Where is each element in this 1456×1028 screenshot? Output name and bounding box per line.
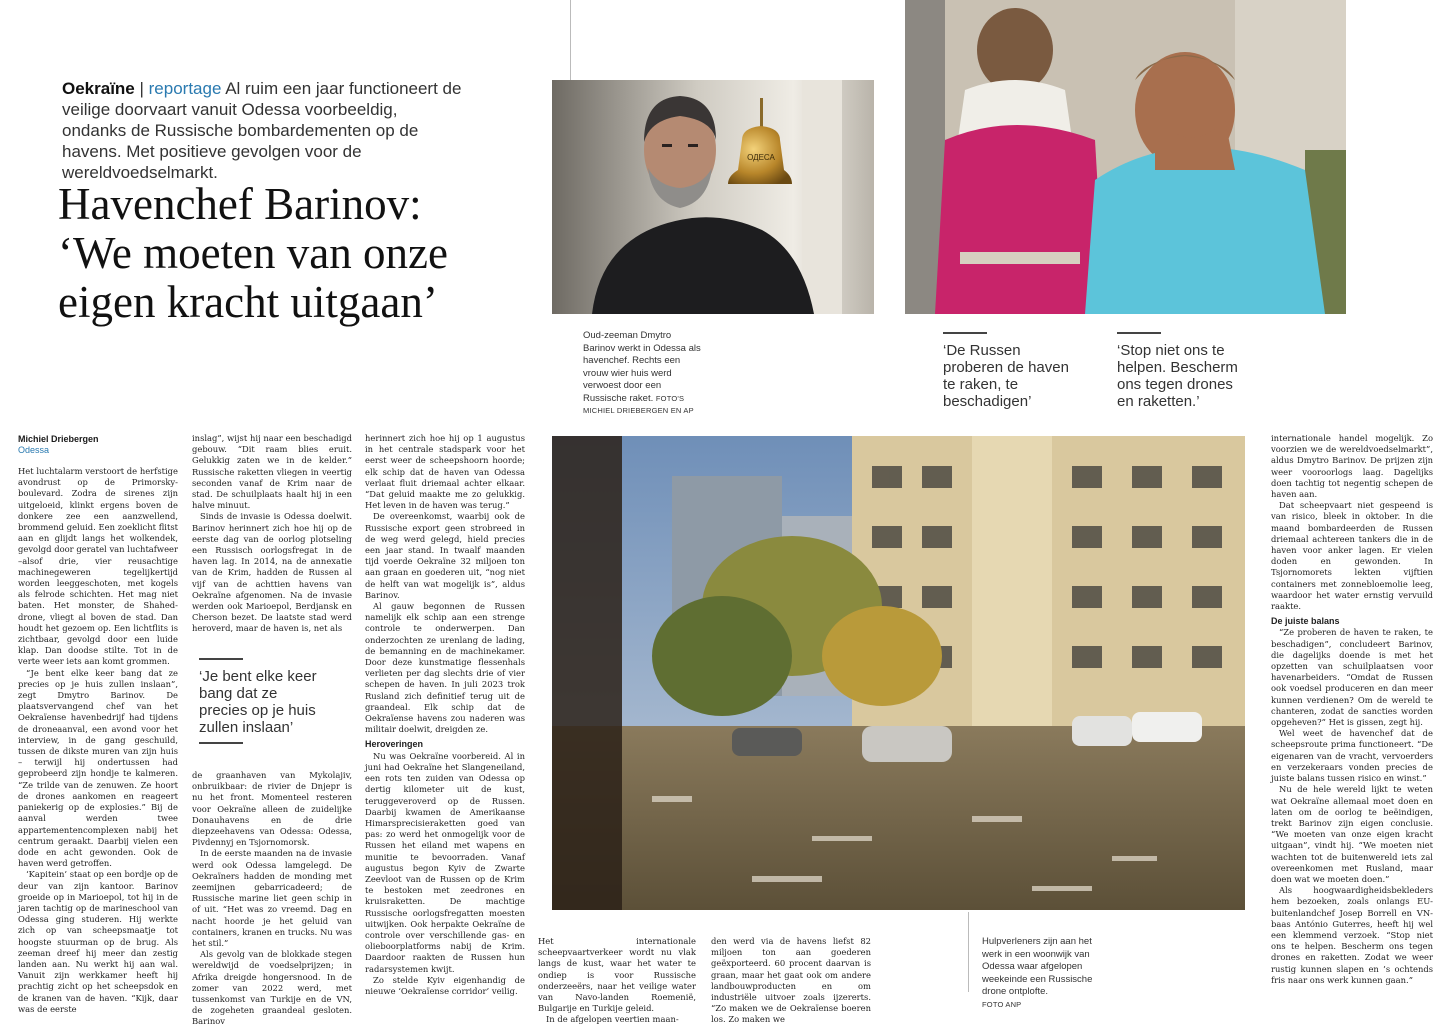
column-divider-top [570,0,571,80]
paragraph: Nu de hele wereld lijkt te weten wat Oekraïne allemaal moet doen en laten om de oorlog te beëindigen, trekt Barinov zijn eigen conclusie. “We moeten van onze eigen kracht uitgaan”, vindt hij. “We moeten niet wachten tot de buitenwereld iets zal overeenkomen met Rusland, maar doen wat we moeten doen.” [1271,784,1433,884]
caption-text: Hulpverleners zijn aan het werk in een woonwijk van Odessa waar afgelopen weekeinde een Russische drone ontplofte. [982,936,1093,997]
lead-text: Al ruim een jaar functioneert de veilige doorvaart vanuit Odessa voorbeeldig, ondanks de Russische bombardementen op de havens. Met positieve gevolgen voor de wereldvoedselmarkt. [62,79,462,182]
paragraph: De overeenkomst, waarbij ook de Russische export geen strobreed in de weg werd gelegd, hield precies een jaar stand. In twaalf maanden tijd voerde Oekraïne 32 miljoen ton aan graan en goederen uit, “nog niet de helft van wat mogelijk is”, aldus Barinov. [365,511,525,600]
section-separator: | [134,79,149,98]
article-column-5 [711,936,871,1025]
paragraph: Zo stelde Kyiv eigenhandig de nieuwe ‘Oekraïense corridor’ veilig. [365,974,525,996]
paragraph: Al gauw begonnen de Russen namelijk elk schip aan een strenge controle te onderwerpen. Dan onderzochten ze urenlang de lading, de bemanning en de machinekamer. Door deze kunstmatige flessenhals verlieten per dag slechts drie of vier schepen de haven. In juli 2023 trok Rusland zich definitief terug uit de graandeal. Elk schip dat de Oekraïense havens zou naderen was militair doelwit, dreigden ze. [365,601,525,735]
paragraph: Nu was Oekraïne voorbereid. Al in juni had Oekraïne het Slangeneiland, een rots ten zuiden van Odessa op dertig kilometer uit de kust, teruggeveroverd op de Russen. Daarbij kwamen de Amerikaanse Himarsprecisieraketten goed van pas: zo werd het onmogelijk voor de Russen het eiland met wapens en munitie te bevoorraden. Vanaf augustus begon Kyiv de Zwarte Zeevloot van de Russen op de Krim te bestoken met zeedrones en kruisraketten. De machtige Russische oorlogsfregatten moesten uitwijken. Ook herpakte Oekraïne de controle over verschillende gas- en olieboorplatforms nabij de Krim. Daardoor raakten de Russen hun radarsystemen kwijt. [365,750,525,974]
dateline: Odessa [18,445,50,455]
paragraph: de graanhaven van Mykolajiv, onbruikbaar: de rivier de Dnjepr is nu het front. Momenteel resteren voor Oekraïne alleen de zuidelijke Donauhavens en de drie diepzeehavens van Odessa: Odessa, Pivdennyj en Tsjornomorsk. [192,770,352,848]
paragraph: Het internationale scheepvaartverkeer wordt nu vlak langs de kust, waar het water te ondiep is voor Russische onderzeeërs, naar het veilige water van Navo-landen Roemenië, Bulgarije en Turkije geleid. [538,936,696,1014]
pullquote-rule [199,742,243,744]
paragraph: “Je bent elke keer bang dat ze precies op je huis zullen inslaan”, zegt Dmytro Barinov. De plaatsvervangend chef van het Oekraïense havenbedrijf had tijdens de droneaanval, een avond voor het interview, in de gang geschuild, tussen de dikste muren van zijn huis – terwijl hij ondertussen had geprobeerd zijn hondje te kalmeren. “Ze trilde van de zenuwen. Ze hoort de drones aankomen en reageert paniekerig op de explosies.” Bij de aanval werden twee appartementencomplexen nabij het centrum geraakt. Daarbij vielen een dode en acht gewonden. Ook de haven werd getroffen. [18,667,178,869]
pullquote-russians [943,332,1073,410]
article-column-3 [365,433,525,1020]
genre-tag: reportage [148,79,222,98]
article-column-6 [1271,433,1433,1020]
paragraph: Als gevolg van de blokkade stegen wereldwijd de voedselprijzen; in Afrika dreigde hongersnood. In de zomer van 2022 werd, met tussenkomst van Turkije en de VN, de zogeheten graandeal gesloten. Barinov [192,949,352,1027]
pullquote-help [1117,332,1247,410]
pullquote-text: ‘Je bent elke keer bang dat ze precies op je huis zullen inslaan’ [199,668,317,736]
article-column-2b [192,770,352,1027]
paragraph: Het luchtalarm verstoort de herfstige avondrust op de Primorsky-boulevard. Zodra de sirenes zijn uitgeloeid, klinkt ergens boven de donkere zee een aanzwellend, brommend geluid. Een zoeklicht flitst aan en glijdt langs het wolkendek, gevolgd door geratel van luchtafweer –alsof drie, vier reusachtige machinegeweren tegelijkertijd worden leeggeschoten, met kogels als felrode schichten. Het mag niet baten. Het monster, de Shahed-drone, vliegt al boven de stad. Dan houdt het gezoem op. Een lichtflits is zichtbaar, gevolgd door een luide klap. Dan doodse stilte. Tot in de verte weer iets aan komt grommen. [18,466,178,667]
headline-line-2: ‘We moeten van onze [58,228,448,278]
pullquote-rule [199,658,243,660]
byline [18,434,178,456]
article-column-1 [18,466,178,1018]
paragraph: Wel weet de havenchef dat de scheepsroute prima functioneert. “De eigenaren van de vracht, vervoerders en verzekeraars vonden precies de juiste balans tussen risico en winst.” [1271,728,1433,784]
pullquote-text: ‘De Russen proberen de haven te raken, te beschadigen’ [943,342,1069,410]
pullquote-text: ‘Stop niet ons te helpen. Bescherm ons tegen drones en raketten.’ [1117,342,1238,410]
paragraph: ‘Kapitein’ staat op een bordje op de deur van zijn kantoor. Barinov groeide op in Marioepol, tot hij in de jaren tachtig op de marineschool van Odessa ging studeren. Hij werkte zich op van scheepsmaatje tot hoogste stuurman op de brug. Als zeeman dreef hij meer dan zestig landen aan. Nu werkt hij aan wal. Vanuit zijn werkkamer heeft hij prachtig zicht op het scheepsdok en de kranen van de haven. “Kijk, daar was de eerste [18,869,178,1014]
portrait-photo [552,80,874,314]
photo-credit: FOTO ANP [982,999,1022,1009]
paragraph: inslag”, wijst hij naar een beschadigd gebouw. “Dit raam blies eruit. Gelukkig zaten we in de kelder.” Russische raketten vliegen in veertig seconden vanaf de Krim naar de stad. De schuilplaats haalt hij in een halve minuut. [192,433,352,511]
article-column-2a [192,433,352,645]
paragraph: In de eerste maanden na de invasie werd ook Odessa lamgelegd. De Oekraïners hadden de monding met zeemijnen gebarricadeerd; de Russische marine liet geen schip in of uit. “Het was zo vreemd. Dag en nacht hoorde je het geluid van containers, kranen en trucks. Nu was het stil.” [192,848,352,949]
pullquote-rule [943,332,987,334]
column-divider-bottom [968,912,969,992]
article-column-4 [538,936,696,1025]
women-photo [905,0,1346,314]
damage-photo [552,436,1245,910]
headline [58,180,498,327]
paragraph: herinnert zich hoe hij op 1 augustus in het centrale stadspark voor het eerst weer de scheepshoorn hoorde; elk schip dat de haven van Odessa verlaat fluit driemaal achter elkaar. “Dat geluid maakte me zo gelukkig. Het leven in de haven was terug.” [365,433,525,511]
paragraph: Sinds de invasie is Odessa doelwit. Barinov herinnert zich hoe hij op de eerste dag van de oorlog plotseling een Russisch oorlogsfregat in de haven lag. In 2014, na de annexatie van de Krim, hadden de Russen al vijf van de achttien havens van Oekraïne afgenomen. Na de invasie werden ook Marioepol, Berdjansk en Cherson bezet. De laatste stad werd heroverd, maar de haven is, net als [192,511,352,634]
paragraph: den werd via de havens liefst 82 miljoen ton aan goederen geëxporteerd. 60 procent daarvan is graan, maar het gaat ook om andere landbouwproducten en om industriële uitvoer zoals ijzererts. “Zo maken we de Oekraïense boeren los. Zo maken we [711,936,871,1025]
portrait-caption [583,330,703,418]
pullquote-rule [1117,332,1161,334]
intro-lead [62,78,462,183]
paragraph: In de afgelopen veertien maan- [546,1014,679,1025]
paragraph: Als hoogwaardigheidsbekleders hem bezoeken, zoals onlangs EU-buitenlandchef Josep Borrell en VN-baas António Guterres, heeft hij wel een klemmend verzoek. “Stop niet ons te helpen. Bescherm ons tegen drones en raketten. Zodat we weer rustig kunnen slapen en ’s ochtends fris naar ons werk kunnen gaan.” [1271,885,1433,985]
subheading: De juiste balans [1271,616,1340,627]
headline-line-1: Havenchef Barinov: [58,179,422,229]
paragraph: Dat scheepvaart niet gespeend is van risico, bleek in oktober. In die maand bombardeerden de Russen driemaal achtereen tankers die in de haven voor anker lagen. Er vielen doden en gewonden. In Tsjornomorets lekten vijftien containers met zonnebloemolie leeg, waardoor het water ernstig vervuild raakte. [1271,500,1433,612]
damage-caption [982,936,1107,1011]
paragraph: “Ze proberen de haven te raken, te beschadigen”, concludeert Barinov, die dagelijks doende is met het opzetten van schuilplaatsen voor havenarbeiders. “Omdat de Russen ook voedsel produceren en dan meer kunnen verdienen? Om de wereld te chanteren, zodat de sancties worden opgeheven?” Het is gissen, zegt hij. [1271,627,1433,728]
pullquote-fear [199,658,329,752]
subheading: Heroveringen [365,739,424,750]
headline-line-3: eigen kracht uitgaan’ [58,277,438,327]
caption-text: Oud-zeeman Dmytro Barinov werkt in Odessa als havenchef. Rechts een vrouw wier huis werd verwoest door een Russische raket. [583,330,701,404]
author-name: Michiel Driebergen [18,434,99,444]
bell-inscription: ОДЕСА [747,153,775,162]
photo-credit: FOTO'S MICHIEL DRIEBERGEN EN AP [583,393,694,415]
section-label: Oekraïne [62,79,135,98]
paragraph: internationale handel mogelijk. Zo voorzien we de wereldvoedselmarkt”, aldus Dmytro Barinov. De prijzen zijn weer vooroorlogs laag. Dagelijks doen tachtig tot negentig schepen de haven aan. [1271,433,1433,500]
